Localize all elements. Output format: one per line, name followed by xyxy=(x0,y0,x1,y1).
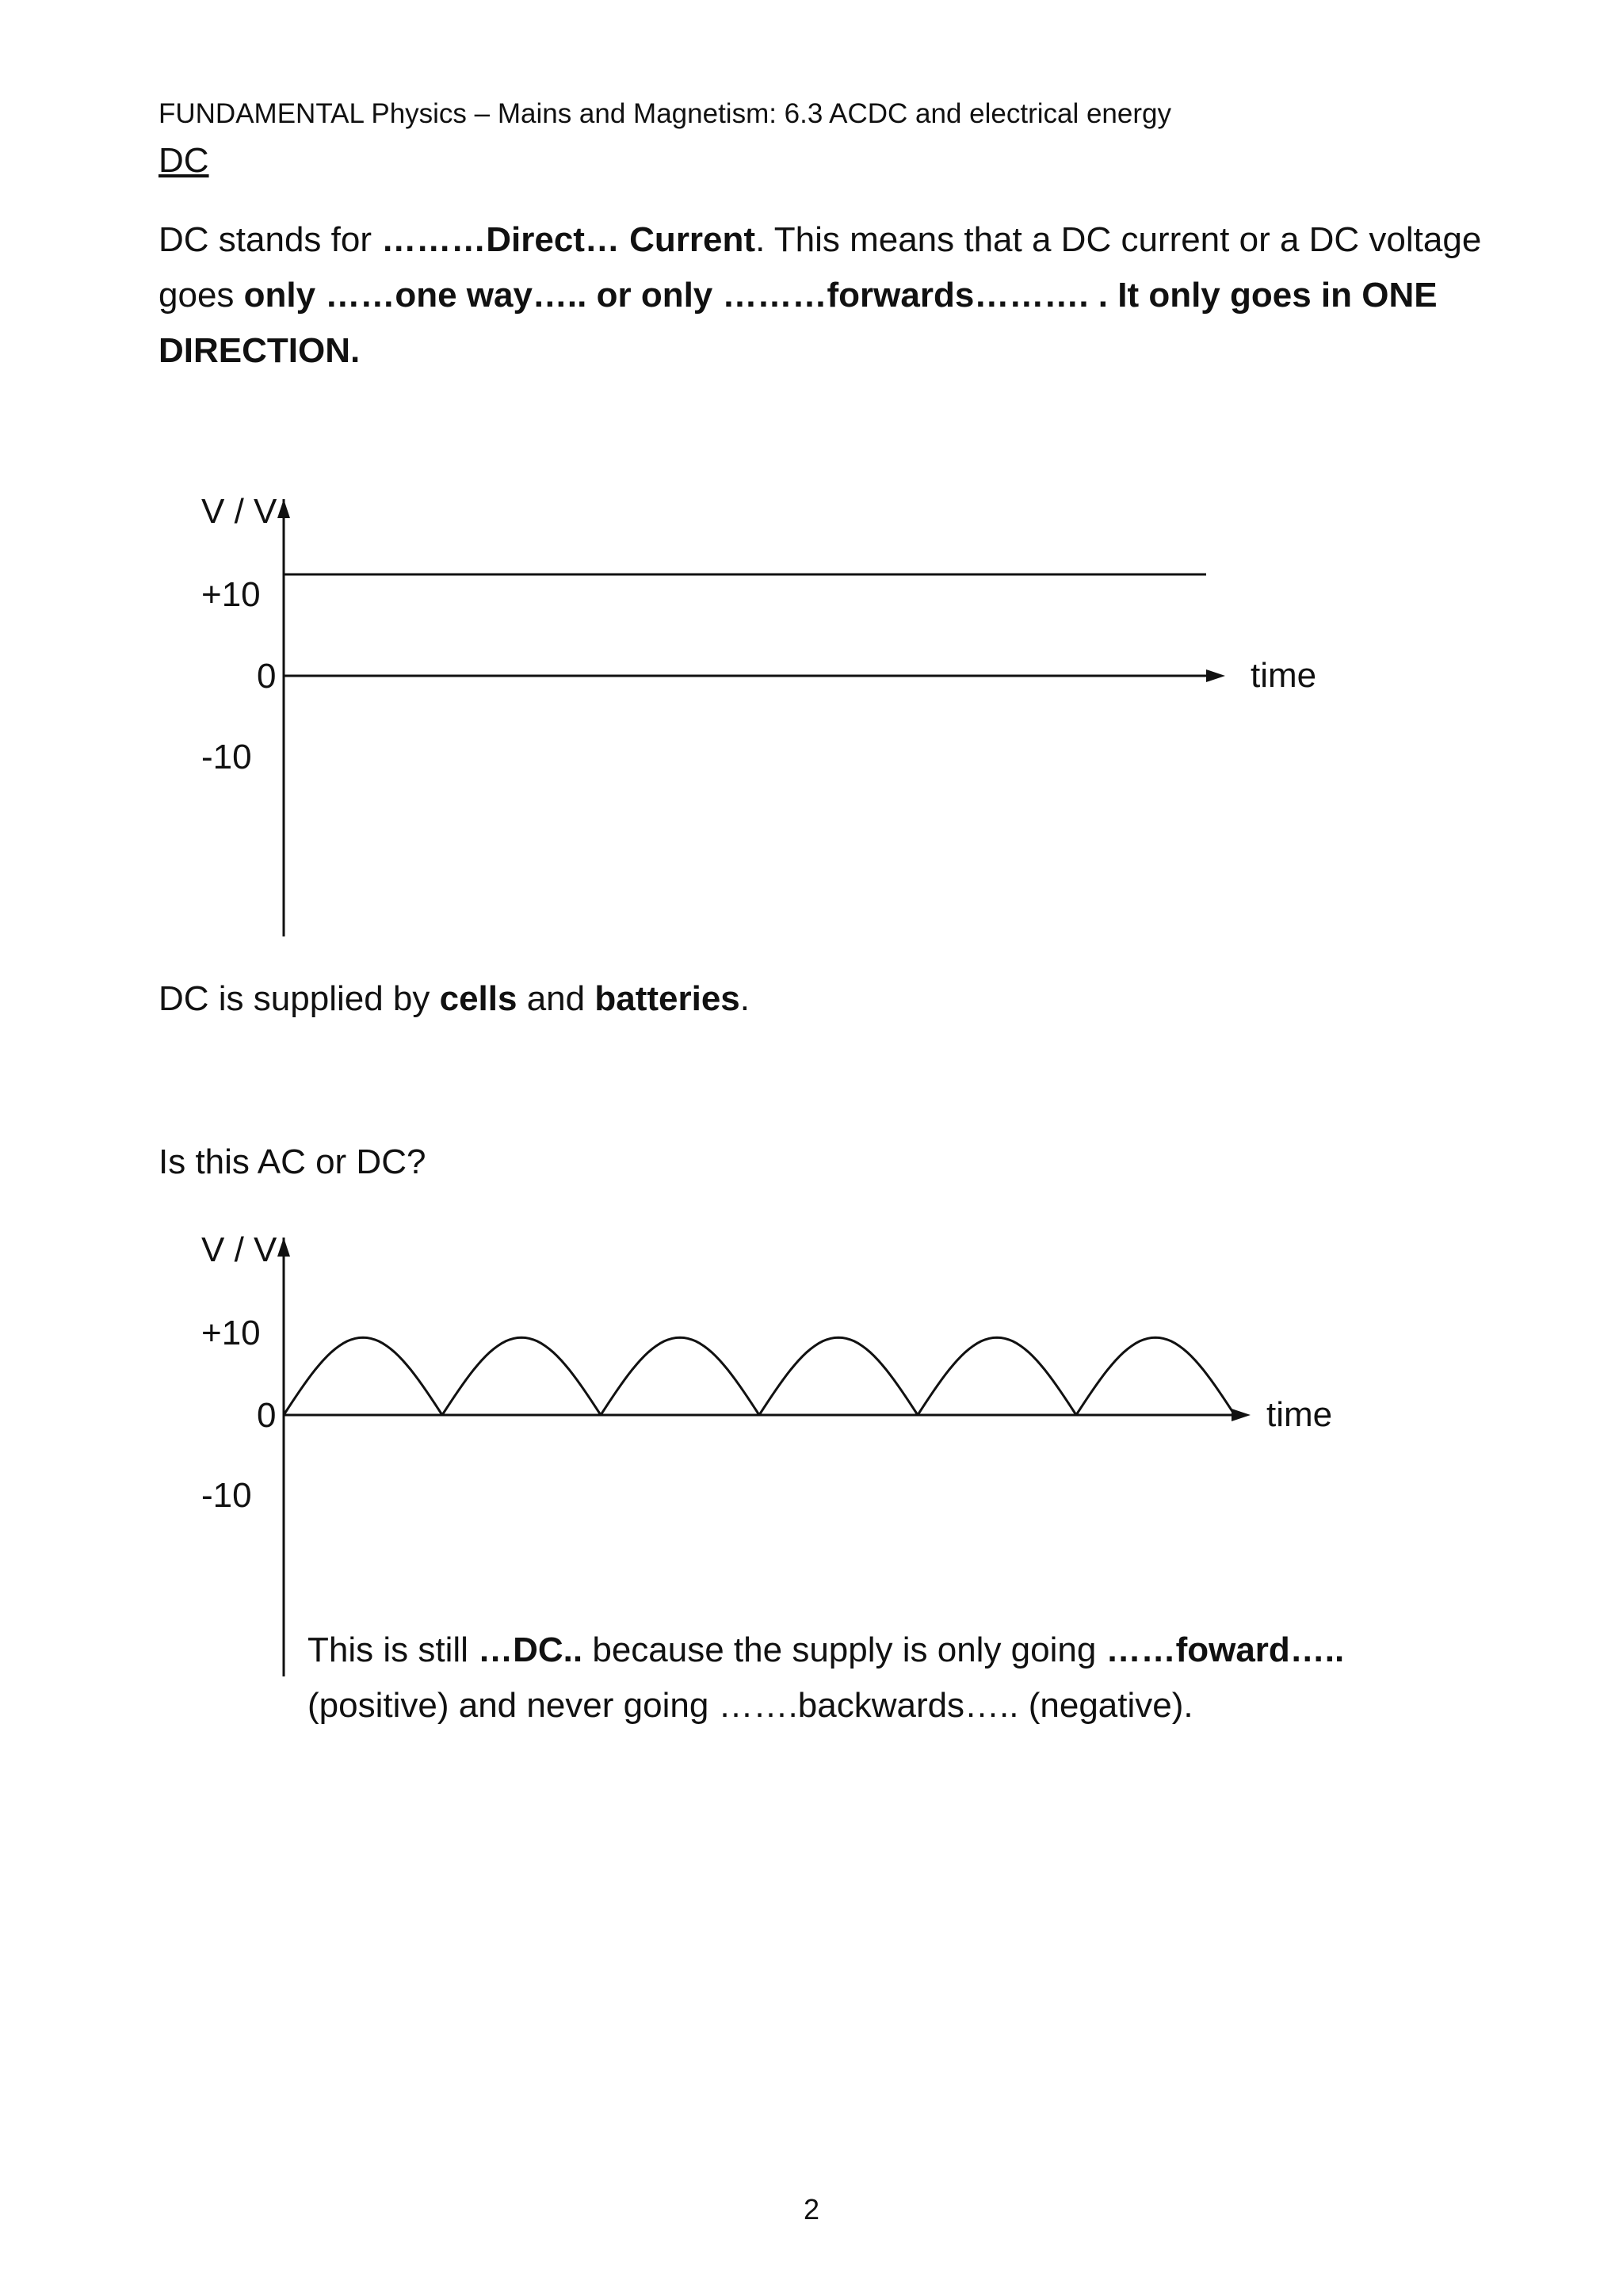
answer-line-2: (positive) and never going …….backwards….. (negative). xyxy=(307,1686,1193,1725)
wave-hump xyxy=(759,1337,918,1415)
y-axis-arrow-icon xyxy=(277,499,290,518)
rectified-graph xyxy=(0,1204,1623,1680)
y-axis-label: V / V xyxy=(201,1230,277,1269)
y-tick-label: -10 xyxy=(201,738,252,776)
y-axis-label: V / V xyxy=(201,492,277,531)
wave-hump xyxy=(442,1337,601,1415)
question-line: Is this AC or DC? xyxy=(158,1142,426,1181)
page-number: 2 xyxy=(803,2193,820,2225)
dc-graph xyxy=(0,475,1623,967)
intro-line-1: DC stands for ………Direct… Current. This means that a DC current or a DC voltage xyxy=(158,220,1482,259)
x-axis-arrow-icon xyxy=(1206,669,1225,682)
wave-hump xyxy=(1076,1337,1235,1415)
y-tick-label: 0 xyxy=(257,1396,277,1435)
rectified-series xyxy=(284,1337,1235,1415)
x-axis-label: time xyxy=(1266,1395,1333,1434)
y-tick-label: 0 xyxy=(257,657,277,696)
y-tick-label: +10 xyxy=(201,1314,261,1352)
answer-line-1: This is still …DC.. because the supply is only going ……foward….. xyxy=(307,1630,1345,1669)
supply-line: DC is supplied by cells and batteries. xyxy=(158,979,750,1018)
section-title: DC xyxy=(158,141,209,180)
page-header: FUNDAMENTAL Physics – Mains and Magnetism: 6.3 ACDC and electrical energy xyxy=(158,98,1171,129)
y-axis-arrow-icon xyxy=(277,1238,290,1257)
y-tick-label: -10 xyxy=(201,1476,252,1515)
y-tick-label: +10 xyxy=(201,575,261,614)
intro-line-2: goes only ……one way….. or only ………forwards………. . It only goes in ONE xyxy=(158,276,1438,315)
wave-hump xyxy=(918,1337,1076,1415)
x-axis-label: time xyxy=(1251,656,1317,695)
intro-line-3: DIRECTION. xyxy=(158,331,361,370)
wave-hump xyxy=(284,1337,442,1415)
wave-hump xyxy=(601,1337,759,1415)
